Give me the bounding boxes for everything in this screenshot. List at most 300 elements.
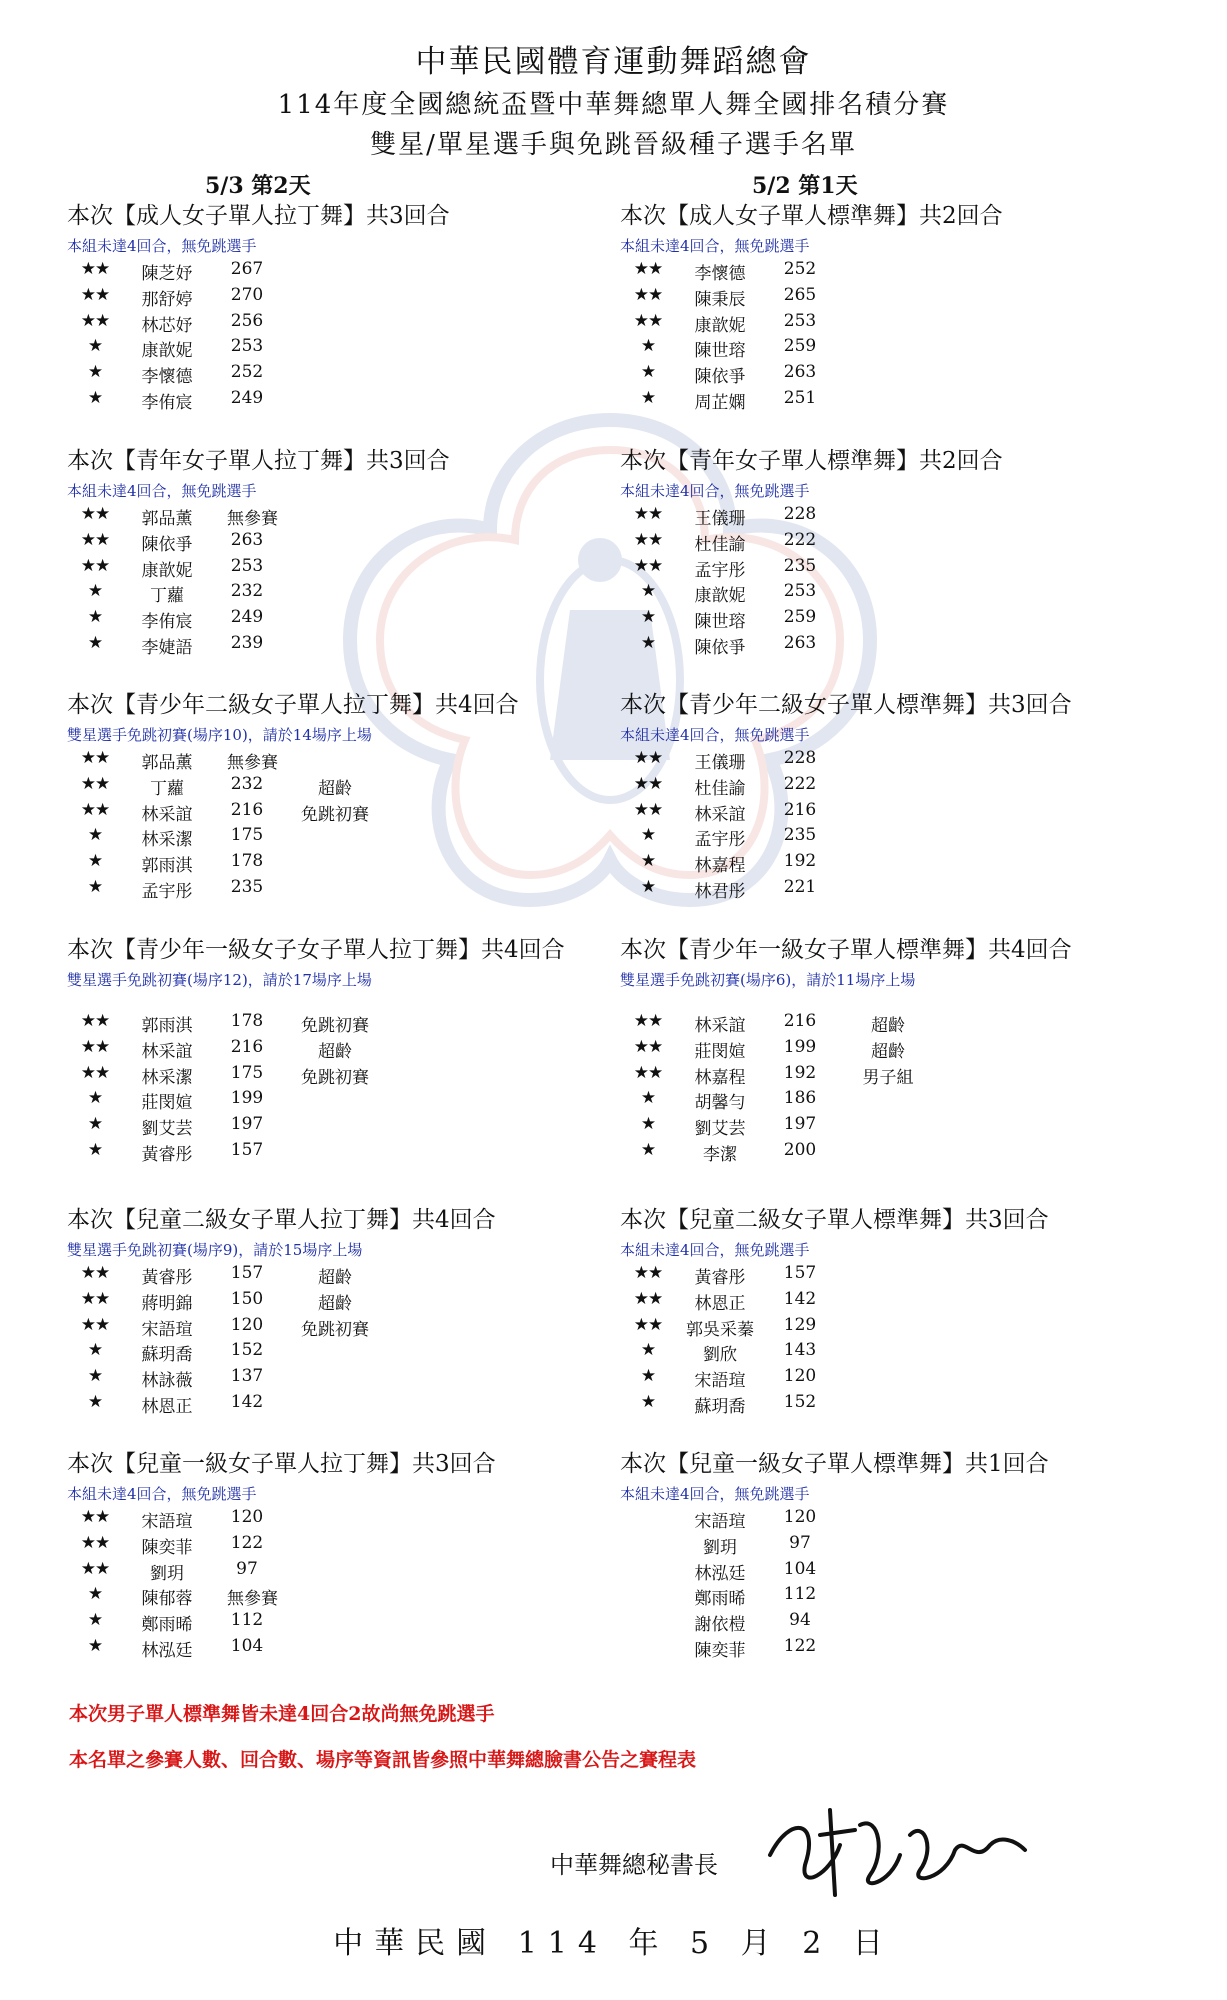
dancer-row — [67, 877, 627, 903]
dancer-score: 270 — [230, 284, 264, 305]
dancer-name: 林恩正 — [694, 1293, 746, 1314]
star-rating: ★★ — [633, 1062, 663, 1083]
dancer-score: 157 — [783, 1263, 817, 1283]
star-rating: ★ — [87, 1340, 103, 1361]
list-title: 雙星/單星選手與免跳晉級種子選手名單 — [370, 130, 857, 160]
dancer-score: 235 — [783, 825, 817, 846]
dancer-score: 152 — [783, 1391, 817, 1412]
star-rating: ★ — [87, 1114, 103, 1135]
star-rating: ★★ — [633, 1011, 663, 1031]
dancer-score: 120 — [783, 1366, 817, 1387]
dancer-score: 251 — [783, 387, 817, 408]
star-rating: ★★ — [80, 1558, 110, 1579]
dancer-name: 林嘉程 — [694, 856, 746, 877]
day-label-right: 5/2 第1天 — [752, 173, 858, 199]
dancer-score: 216 — [230, 799, 264, 820]
dancer-name: 陳郁蓉 — [141, 1589, 193, 1610]
star-rating: ★★ — [80, 1036, 110, 1057]
star-rating: ★★ — [80, 259, 110, 279]
dancer-score: 253 — [230, 555, 264, 576]
section-note: 本組未達4回合，無免跳選手 — [620, 1241, 810, 1259]
star-rating: ★ — [87, 851, 103, 872]
dancer-score: 142 — [783, 1288, 817, 1309]
dancer-name: 郭品薰 — [141, 753, 193, 773]
dancer-name: 郭雨淇 — [141, 856, 193, 877]
star-rating: ★ — [87, 1139, 103, 1160]
standard-section-2 — [620, 444, 1180, 659]
star-rating: ★★ — [80, 748, 110, 768]
standard-section-4 — [620, 933, 1180, 1166]
dancer-score: 253 — [783, 581, 817, 602]
dancer-score: 192 — [783, 851, 817, 872]
dancer-name: 蘇玥喬 — [141, 1345, 193, 1366]
section-note: 雙星選手免跳初賽(場序9)，請於15場序上場 — [67, 1241, 363, 1259]
dancer-score: 120 — [783, 1507, 817, 1527]
dancer-name: 王儀珊 — [694, 509, 746, 529]
dancer-name: 王儀珊 — [694, 753, 746, 773]
section-note: 本組未達4回合，無免跳選手 — [620, 1485, 810, 1503]
dancer-remark: 免跳初賽 — [301, 1016, 369, 1036]
dancer-score: 253 — [230, 336, 264, 357]
dancer-row — [620, 259, 1180, 285]
dancer-row — [620, 1011, 1180, 1037]
star-rating: ★ — [87, 825, 103, 846]
star-rating: ★★ — [80, 1314, 110, 1335]
dancer-row — [620, 1366, 1180, 1392]
dancer-row — [620, 1088, 1180, 1114]
section-note: 本組未達4回合，無免跳選手 — [67, 482, 257, 500]
star-rating: ★ — [87, 581, 103, 602]
dancer-score: 200 — [783, 1139, 817, 1160]
star-rating: ★ — [640, 336, 656, 357]
dancer-name: 陳依爭 — [694, 367, 746, 388]
dancer-row — [620, 1263, 1180, 1289]
dancer-row — [67, 362, 627, 388]
dancer-remark: 超齡 — [871, 1041, 905, 1062]
dancer-score: 122 — [783, 1635, 817, 1656]
dancer-row — [67, 1584, 627, 1610]
section-title: 本次【兒童二級女子單人標準舞】共3回合 — [620, 1207, 1049, 1233]
dancer-name: 康歆妮 — [141, 341, 193, 362]
dancer-name: 康歆妮 — [694, 586, 746, 607]
dancer-score: 178 — [230, 1011, 264, 1031]
star-rating: ★ — [640, 1139, 656, 1160]
star-rating: ★★ — [633, 748, 663, 768]
dancer-name: 杜佳諭 — [694, 778, 746, 799]
star-rating: ★ — [640, 1391, 656, 1412]
dancer-row — [67, 285, 627, 311]
dancer-row — [67, 556, 627, 582]
dancer-score: 無參賽 — [227, 753, 278, 773]
dancer-name: 劉玥 — [150, 1563, 184, 1584]
dancer-remark: 超齡 — [318, 1268, 352, 1288]
star-rating: ★ — [640, 1114, 656, 1135]
dancer-name: 莊閔媗 — [141, 1093, 193, 1114]
latin-section-1 — [67, 199, 627, 414]
dancer-score: 178 — [230, 851, 264, 872]
dancer-score: 235 — [230, 876, 264, 897]
star-rating: ★★ — [80, 1263, 110, 1283]
note-male-standard: 本次男子單人標準舞皆未達4回合2故尚無免跳選手 — [69, 1703, 495, 1725]
dancer-score: 222 — [783, 529, 817, 550]
dancer-name: 宋語瑄 — [694, 1371, 746, 1392]
star-rating: ★ — [87, 1088, 103, 1109]
dancer-row — [620, 556, 1180, 582]
day-label-left: 5/3 第2天 — [205, 173, 311, 199]
dancer-score: 104 — [783, 1558, 817, 1579]
dancer-row — [620, 633, 1180, 659]
dancer-name: 孟宇彤 — [694, 830, 746, 851]
dancer-row — [620, 851, 1180, 877]
dancer-name: 丁蘿 — [150, 586, 184, 607]
dancer-name: 孟宇彤 — [694, 560, 746, 581]
star-rating: ★★ — [80, 799, 110, 820]
dancer-row — [67, 1140, 627, 1166]
dancer-score: 263 — [783, 632, 817, 653]
dancer-row — [67, 1315, 627, 1341]
dancer-row — [67, 774, 627, 800]
dancer-remark: 男子組 — [862, 1067, 914, 1088]
star-rating: ★★ — [633, 1314, 663, 1335]
dancer-row — [620, 800, 1180, 826]
dancer-score: 216 — [230, 1036, 264, 1057]
dancer-name: 周芷嫻 — [694, 392, 746, 413]
standard-section-5 — [620, 1203, 1180, 1418]
star-rating: ★ — [87, 1391, 103, 1412]
dancer-row — [620, 607, 1180, 633]
dancer-name: 林芯妤 — [141, 315, 193, 336]
section-note: 本組未達4回合，無免跳選手 — [67, 237, 257, 255]
section-note: 本組未達4回合，無免跳選手 — [67, 1485, 257, 1503]
dancer-score: 97 — [789, 1532, 811, 1553]
star-rating: ★ — [640, 581, 656, 602]
section-title: 本次【青少年一級女子女子單人拉丁舞】共4回合 — [67, 937, 565, 963]
dancer-score: 197 — [783, 1114, 817, 1135]
dancer-row — [67, 1289, 627, 1315]
section-title: 本次【成人女子單人拉丁舞】共3回合 — [67, 203, 450, 229]
dancer-name: 莊閔媗 — [694, 1041, 746, 1062]
dancer-score: 252 — [783, 259, 817, 279]
dancer-score: 216 — [783, 1011, 817, 1031]
dancer-row — [67, 504, 627, 530]
star-rating: ★★ — [80, 504, 110, 524]
event-title: 114年度全國總統盃暨中華舞總單人舞全國排名積分賽 — [277, 90, 950, 120]
star-rating: ★★ — [633, 799, 663, 820]
dancer-row — [620, 1289, 1180, 1315]
dancer-score: 239 — [230, 632, 264, 653]
dancer-row — [67, 1507, 627, 1533]
dancer-name: 林恩正 — [141, 1396, 193, 1417]
star-rating: ★★ — [633, 555, 663, 576]
star-rating: ★ — [640, 632, 656, 653]
dancer-score: 192 — [783, 1062, 817, 1083]
dancer-row — [620, 1114, 1180, 1140]
dancer-remark: 超齡 — [318, 778, 352, 799]
dancer-row — [67, 800, 627, 826]
star-rating: ★★ — [633, 504, 663, 524]
dancer-row — [620, 336, 1180, 362]
dancer-row — [67, 851, 627, 877]
dancer-name: 李懷德 — [694, 264, 746, 284]
dancer-score: 137 — [230, 1366, 264, 1387]
dancer-name: 陳奕菲 — [141, 1537, 193, 1558]
dancer-name: 陳秉辰 — [694, 289, 746, 310]
section-note: 本組未達4回合，無免跳選手 — [620, 482, 810, 500]
section-title: 本次【成人女子單人標準舞】共2回合 — [620, 203, 1003, 229]
dancer-score: 267 — [230, 259, 264, 279]
section-title: 本次【青年女子單人拉丁舞】共3回合 — [67, 448, 450, 474]
dancer-name: 蘇玥喬 — [694, 1396, 746, 1417]
star-rating: ★★ — [633, 529, 663, 550]
standard-section-6 — [620, 1447, 1180, 1662]
section-note: 本組未達4回合，無免跳選手 — [620, 726, 810, 744]
star-rating: ★ — [87, 362, 103, 383]
dancer-name: 黃睿彤 — [141, 1144, 193, 1165]
dancer-row — [67, 1088, 627, 1114]
star-rating: ★ — [87, 1635, 103, 1656]
dancer-remark: 免跳初賽 — [301, 804, 369, 825]
dancer-name: 林泓廷 — [694, 1563, 746, 1584]
dancer-score: 197 — [230, 1114, 264, 1135]
note-source: 本名單之參賽人數、回合數、場序等資訊皆參照中華舞總臉書公告之賽程表 — [69, 1749, 697, 1771]
dancer-name: 陳奕菲 — [694, 1640, 746, 1661]
dancer-score: 222 — [783, 773, 817, 794]
dancer-name: 宋語瑄 — [141, 1512, 193, 1532]
dancer-name: 陳世瑢 — [694, 612, 746, 633]
dancer-row — [620, 285, 1180, 311]
section-title: 本次【兒童一級女子單人拉丁舞】共3回合 — [67, 1451, 496, 1477]
star-rating: ★ — [87, 876, 103, 897]
dancer-score: 129 — [783, 1314, 817, 1335]
dancer-score: 263 — [783, 362, 817, 383]
dancer-score: 122 — [230, 1532, 264, 1553]
section-title: 本次【兒童一級女子單人標準舞】共1回合 — [620, 1451, 1049, 1477]
section-title: 本次【兒童二級女子單人拉丁舞】共4回合 — [67, 1207, 496, 1233]
dancer-score: 263 — [230, 529, 264, 550]
star-rating: ★ — [640, 607, 656, 628]
dancer-name: 陳世瑢 — [694, 341, 746, 362]
section-note: 雙星選手免跳初賽(場序10)，請於14場序上場 — [67, 726, 372, 744]
dancer-score: 199 — [783, 1036, 817, 1057]
dancer-name: 劉玥 — [703, 1537, 737, 1558]
dancer-name: 林采潔 — [141, 1067, 193, 1088]
dancer-score: 175 — [230, 1062, 264, 1083]
dancer-row — [67, 1533, 627, 1559]
dancer-remark: 免跳初賽 — [301, 1319, 369, 1340]
dancer-name: 李潔 — [703, 1144, 737, 1165]
dancer-name: 陳芝妤 — [141, 264, 193, 284]
dancer-score: 120 — [230, 1314, 264, 1335]
dancer-name: 林采誼 — [694, 804, 746, 825]
dancer-name: 劉艾芸 — [141, 1119, 193, 1140]
dancer-score: 97 — [236, 1558, 258, 1579]
dancer-row — [620, 581, 1180, 607]
dancer-name: 那舒婷 — [141, 289, 193, 310]
star-rating: ★ — [87, 336, 103, 357]
star-rating: ★★ — [80, 310, 110, 331]
dancer-name: 林君彤 — [694, 881, 746, 902]
dancer-row — [67, 1340, 627, 1366]
dancer-row — [67, 607, 627, 633]
star-rating: ★ — [640, 1366, 656, 1387]
star-rating: ★★ — [80, 1062, 110, 1083]
dancer-row — [67, 530, 627, 556]
dancer-name: 林泓廷 — [141, 1640, 193, 1661]
latin-section-6 — [67, 1447, 627, 1662]
dancer-name: 李侑宸 — [141, 392, 193, 413]
dancer-row — [67, 1037, 627, 1063]
dancer-name: 郭吳采蓁 — [686, 1319, 754, 1340]
dancer-row — [620, 1340, 1180, 1366]
dancer-row — [67, 388, 627, 414]
latin-section-2 — [67, 444, 627, 659]
dancer-row — [620, 774, 1180, 800]
dancer-score: 120 — [230, 1507, 264, 1527]
star-rating: ★★ — [80, 529, 110, 550]
dancer-name: 林采誼 — [141, 804, 193, 825]
secretary-label: 中華舞總秘書長 — [550, 1851, 718, 1879]
star-rating: ★ — [640, 851, 656, 872]
dancer-score: 94 — [789, 1610, 811, 1631]
star-rating: ★ — [87, 1610, 103, 1631]
section-title: 本次【青年女子單人標準舞】共2回合 — [620, 448, 1003, 474]
star-rating: ★ — [87, 632, 103, 653]
dancer-score: 253 — [783, 310, 817, 331]
star-rating: ★ — [640, 362, 656, 383]
dancer-score: 216 — [783, 799, 817, 820]
dancer-score: 143 — [783, 1340, 817, 1361]
star-rating: ★★ — [633, 284, 663, 305]
star-rating: ★★ — [633, 310, 663, 331]
dancer-row — [620, 1507, 1180, 1533]
dancer-row — [620, 530, 1180, 556]
dancer-row — [67, 311, 627, 337]
star-rating: ★ — [640, 876, 656, 897]
star-rating: ★★ — [633, 773, 663, 794]
dancer-row — [67, 748, 627, 774]
dancer-score: 186 — [783, 1088, 817, 1109]
dancer-row — [620, 748, 1180, 774]
latin-section-4 — [67, 933, 627, 1166]
star-rating: ★★ — [80, 1532, 110, 1553]
star-rating: ★ — [640, 825, 656, 846]
star-rating: ★ — [640, 1088, 656, 1109]
section-title: 本次【青少年二級女子單人拉丁舞】共4回合 — [67, 692, 519, 718]
star-rating: ★★ — [80, 1288, 110, 1309]
dancer-row — [67, 259, 627, 285]
signature-icon — [760, 1795, 1030, 1915]
dancer-row — [67, 633, 627, 659]
dancer-row — [620, 504, 1180, 530]
dancer-score: 175 — [230, 825, 264, 846]
dancer-remark: 超齡 — [318, 1041, 352, 1062]
dancer-score: 252 — [230, 362, 264, 383]
dancer-score: 157 — [230, 1263, 264, 1283]
star-rating: ★★ — [633, 1288, 663, 1309]
dancer-row — [620, 1392, 1180, 1418]
dancer-name: 鄭雨晞 — [141, 1615, 193, 1636]
dancer-name: 林詠薇 — [141, 1371, 193, 1392]
section-title: 本次【青少年一級女子單人標準舞】共4回合 — [620, 937, 1072, 963]
section-title: 本次【青少年二級女子單人標準舞】共3回合 — [620, 692, 1072, 718]
dancer-row — [67, 1392, 627, 1418]
dancer-name: 胡馨勻 — [694, 1093, 746, 1114]
star-rating: ★ — [87, 607, 103, 628]
latin-section-3 — [67, 688, 627, 903]
dancer-score: 無參賽 — [227, 509, 278, 529]
dancer-row — [67, 1011, 627, 1037]
dancer-score: 199 — [230, 1088, 264, 1109]
dancer-row — [67, 1559, 627, 1585]
dancer-name: 丁蘿 — [150, 778, 184, 799]
dancer-score: 235 — [783, 555, 817, 576]
dancer-score: 228 — [783, 504, 817, 524]
star-rating: ★★ — [80, 284, 110, 305]
dancer-row — [67, 1263, 627, 1289]
dancer-name: 謝依榿 — [694, 1615, 746, 1636]
dancer-row — [620, 1063, 1180, 1089]
dancer-score: 259 — [783, 607, 817, 628]
dancer-row — [67, 336, 627, 362]
dancer-score: 157 — [230, 1139, 264, 1160]
star-rating: ★★ — [633, 1263, 663, 1283]
star-rating: ★ — [640, 387, 656, 408]
dancer-remark: 超齡 — [871, 1016, 905, 1036]
dancer-name: 郭雨淇 — [141, 1016, 193, 1036]
dancer-row — [620, 1610, 1180, 1636]
dancer-row — [620, 1037, 1180, 1063]
dancer-score: 152 — [230, 1340, 264, 1361]
dancer-name: 黃睿彤 — [141, 1268, 193, 1288]
dancer-row — [620, 1140, 1180, 1166]
dancer-name: 陳依爭 — [694, 637, 746, 658]
dancer-row — [67, 1636, 627, 1662]
star-rating: ★★ — [80, 1011, 110, 1031]
dancer-score: 221 — [783, 876, 817, 897]
standard-section-3 — [620, 688, 1180, 903]
dancer-name: 林嘉程 — [694, 1067, 746, 1088]
dancer-score: 232 — [230, 773, 264, 794]
dancer-score: 228 — [783, 748, 817, 768]
dancer-row — [67, 825, 627, 851]
dancer-row — [67, 1063, 627, 1089]
star-rating: ★★ — [80, 1507, 110, 1527]
dancer-score: 259 — [783, 336, 817, 357]
dancer-score: 112 — [783, 1584, 817, 1605]
dancer-row — [620, 388, 1180, 414]
star-rating: ★★ — [633, 259, 663, 279]
dancer-row — [620, 311, 1180, 337]
star-rating: ★★ — [80, 773, 110, 794]
dancer-row — [620, 1533, 1180, 1559]
star-rating: ★ — [640, 1340, 656, 1361]
dancer-score: 104 — [230, 1635, 264, 1656]
dancer-name: 康歆妮 — [694, 315, 746, 336]
star-rating: ★ — [87, 1584, 103, 1605]
dancer-name: 李婕語 — [141, 637, 193, 658]
standard-section-1 — [620, 199, 1180, 414]
dancer-score: 265 — [783, 284, 817, 305]
section-note: 雙星選手免跳初賽(場序6)，請於11場序上場 — [620, 971, 916, 989]
document-date: 中華民國 114 年 5 月 2 日 — [333, 1926, 894, 1961]
dancer-name: 孟宇彤 — [141, 881, 193, 902]
dancer-name: 郭品薰 — [141, 509, 193, 529]
star-rating: ★★ — [633, 1036, 663, 1057]
dancer-name: 宋語瑄 — [141, 1319, 193, 1340]
dancer-row — [67, 581, 627, 607]
dancer-remark: 免跳初賽 — [301, 1067, 369, 1088]
dancer-name: 林采誼 — [141, 1041, 193, 1062]
